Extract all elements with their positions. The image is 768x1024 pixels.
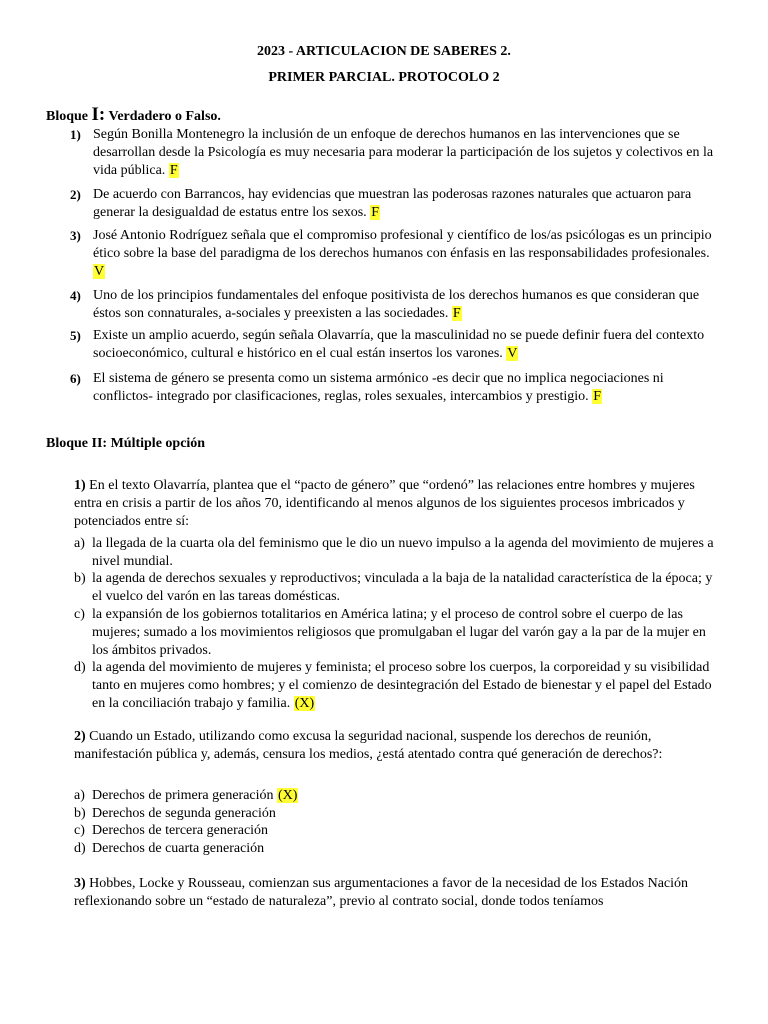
tf-text: Uno de los principios fundamentales del enfoque positivista de los derechos humanos es que consideran que éstos son connaturales, a-sociales y preexisten a las sociedades. [93,288,700,321]
tf-answer: F [371,205,379,220]
option-text: Derechos de primera generación [92,788,274,803]
question-2 [74,728,724,764]
question-1 [74,477,724,531]
tf-answer: V [507,346,518,361]
option-letter: c) [74,607,85,622]
option-letter: b) [74,806,86,821]
block1-label: Verdadero o Falso. [108,109,221,124]
option-letter: b) [74,571,86,586]
block2-heading: Bloque II: Múltiple opción [46,436,206,451]
tf-answer: F [169,163,178,178]
question-number: 3) [74,876,86,891]
tf-item-6 [70,370,720,406]
question-number: 1) [74,478,86,493]
tf-number: 1) [70,127,81,142]
answer-mark: (X) [294,696,315,711]
block1-prefix: Bloque [46,109,89,124]
option-text: la expansión de los gobiernos totalitarios en América latina; y el proceso de control sobre el cuerpo de las mujeres; sumado a los movimientos religiosos que promulgaban el lugar del varón gay a la par de la mujer en los ámbitos privados. [92,607,706,658]
question-text: En el texto Olavarría, plantea que el “pacto de género” que “ordenó” las relaciones entre hombres y mujeres entra en crisis a partir de los años 70, identificando al menos algunos de los siguientes procesos imbricados y potenciados entre sí: [74,478,695,529]
tf-answer: F [593,389,601,404]
option-letter: c) [74,823,85,838]
option-letter: d) [74,660,86,675]
title-line-2: PRIMER PARCIAL. PROTOCOLO 2 [268,70,500,85]
tf-text: De acuerdo con Barrancos, hay evidencias que muestran las poderosas razones naturales que actuaron para generar la desigualdad de estatus entre los sexos. [93,187,692,220]
tf-number: 4) [70,288,81,303]
tf-text: Existe un amplio acuerdo, según señala Olavarría, que la masculinidad no se puede definir fuera del contexto socioeconómico, cultural e histórico en el cual están insertos los varones. [93,328,705,361]
option-text: Derechos de segunda generación [92,806,276,821]
tf-number: 3) [70,228,81,243]
tf-answer: V [94,264,105,279]
q1-option-b [74,570,724,606]
tf-item-1 [70,126,720,180]
title-line-1: 2023 - ARTICULACION DE SABERES 2. [257,44,511,59]
tf-item-3 [70,227,720,281]
q2-option-a [74,787,724,805]
q2-option-d [74,840,724,858]
block1-roman: I: [91,104,106,125]
q2-option-b [74,805,724,823]
option-letter: d) [74,841,86,856]
q1-option-a [74,535,724,571]
q1-option-c [74,606,724,660]
tf-text: Según Bonilla Montenegro la inclusión de un enfoque de derechos humanos en las intervenciones que se desarrollan desde la Psicología es muy necesaria para moderar la participación de los sujetos y colectivos en la vida pública. [93,127,714,178]
option-letter: a) [74,788,85,803]
tf-item-5 [70,327,720,363]
tf-text: José Antonio Rodríguez señala que el compromiso profesional y científico de los/as psicólogas es un principio ético sobre la base del paradigma de los derechos humanos con énfasis en las responsabilidades profesionales. [93,228,712,261]
option-text: Derechos de tercera generación [92,823,269,838]
tf-number: 5) [70,328,81,343]
block1-heading [46,104,221,126]
question-number: 2) [74,729,86,744]
question-text: Cuando un Estado, utilizando como excusa la seguridad nacional, suspende los derechos de reunión, manifestación pública y, además, censura los medios, ¿está atentado contra qué generación de derechos?: [74,729,663,762]
answer-mark: (X) [278,788,298,803]
option-letter: a) [74,536,85,551]
question-3 [74,875,724,911]
tf-item-4 [70,287,720,323]
q1-option-d [74,659,724,713]
tf-text: El sistema de género se presenta como un sistema armónico -es decir que no implica negociaciones ni conflictos- integrado por clasificaciones, reglas, roles sexuales, intercambios y prestigio. [93,371,664,404]
tf-item-2 [70,186,720,222]
option-text: la agenda del movimiento de mujeres y feminista; el proceso sobre los cuerpos, la corporeidad y su visibilidad tanto en mujeres como hombres; y el comienzo de desintegración del Estado de bienestar y el papel del Estado en la conciliación trabajo y familia. [92,660,712,711]
option-text: Derechos de cuarta generación [92,841,265,856]
tf-answer: F [452,306,461,321]
option-text: la agenda de derechos sexuales y reproductivos; vinculada a la baja de la natalidad característica de la época; y el vuelco del varón en las tareas domésticas. [92,571,713,604]
option-text: la llegada de la cuarta ola del feminismo que le dio un nuevo impulso a la agenda del movimiento de mujeres a nivel mundial. [92,536,714,569]
question-text: Hobbes, Locke y Rousseau, comienzan sus argumentaciones a favor de la necesidad de los Estados Nación reflexionando sobre un “estado de naturaleza”, previo al contrato social, donde todos teníamos [74,876,689,909]
tf-number: 6) [70,371,81,386]
q2-option-c [74,822,724,840]
tf-number: 2) [70,187,81,202]
